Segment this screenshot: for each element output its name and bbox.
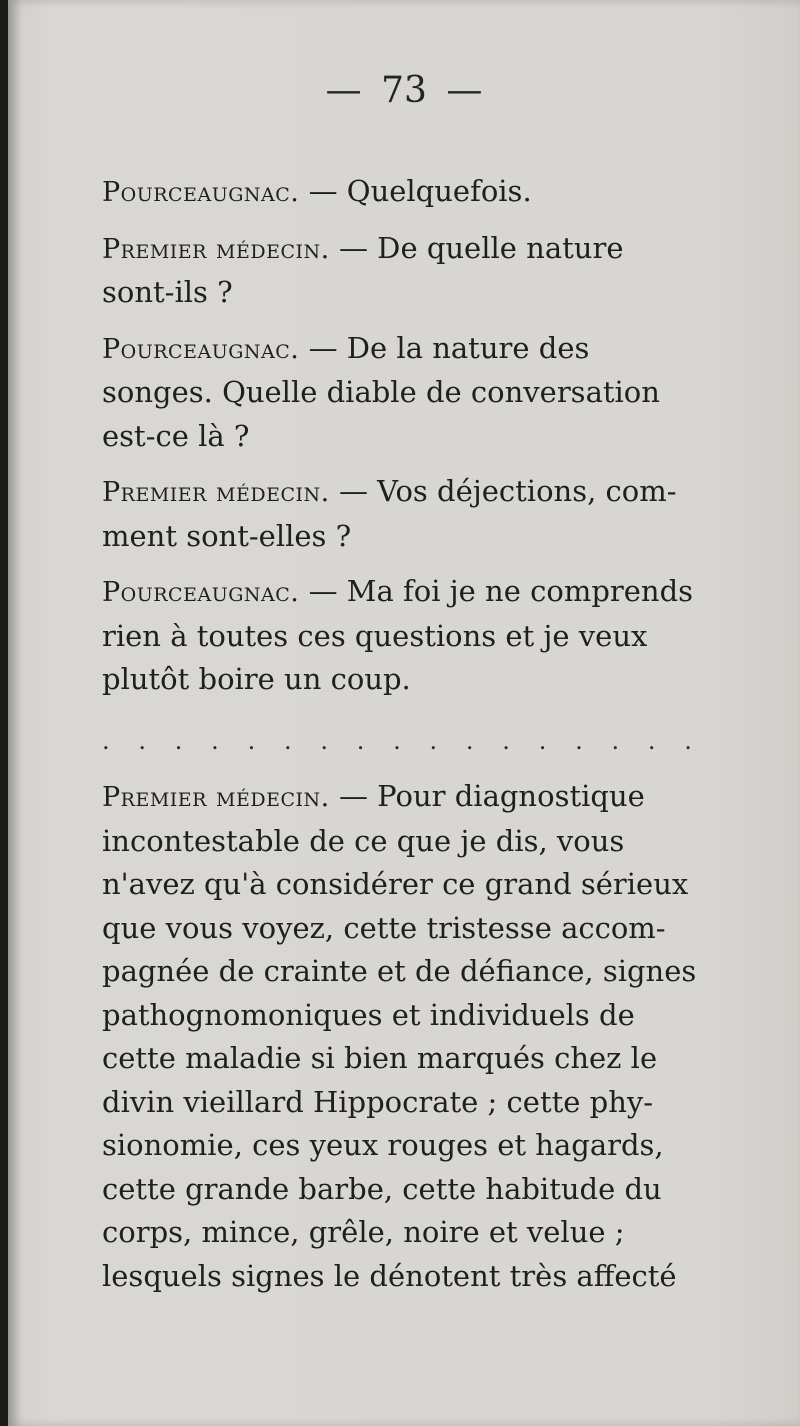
- speech-text: pathognomoniques et individuels de: [102, 997, 635, 1032]
- ellipsis-dot: .: [502, 726, 510, 755]
- speech-text: divin vieillard Hippocrate ; cette phy-: [102, 1084, 654, 1119]
- ellipsis-row: [102, 720, 698, 764]
- speaker-name: Pourceaugnac.: [102, 177, 300, 208]
- speaker-name: Pourceaugnac.: [102, 333, 300, 365]
- ellipsis-dot: .: [247, 726, 256, 755]
- speech-text: incontestable de ce que je dis, vous: [102, 823, 625, 858]
- ellipsis-dot: .: [611, 726, 620, 755]
- ellipsis-dot: .: [393, 726, 401, 755]
- ellipsis-dot: .: [283, 726, 292, 755]
- page-number-dash-right: —: [446, 70, 483, 111]
- speech-text: — Vos déjections, com-: [338, 474, 677, 508]
- speech-2: [102, 227, 698, 315]
- ellipsis-dot: .: [102, 726, 110, 755]
- ellipsis-dot: .: [356, 726, 365, 755]
- speech-text: — De quelle nature: [338, 230, 624, 265]
- speech-text: — Quelquefois.: [308, 174, 532, 208]
- speech-text: ment sont-elles ?: [102, 518, 352, 553]
- ellipsis-dot: .: [174, 726, 183, 755]
- ellipsis-dot: .: [465, 726, 474, 755]
- speech-text: cette grande barbe, cette habitude du: [102, 1171, 662, 1206]
- ellipsis-dot: .: [211, 726, 219, 755]
- page-number-value: 73: [381, 70, 427, 111]
- ellipsis-dot: .: [429, 726, 438, 755]
- ellipsis-dot: .: [320, 726, 328, 755]
- page-number-dash-left: —: [325, 70, 362, 111]
- speech-text: est-ce là ?: [102, 418, 250, 453]
- speech-text: rien à toutes ces questions et je veux: [102, 618, 648, 653]
- dialogue-text: [102, 170, 698, 1310]
- speech-4: [102, 470, 698, 558]
- ellipsis-dot: .: [138, 726, 147, 755]
- ellipsis-dot: .: [538, 726, 547, 755]
- speech-5: [102, 570, 698, 702]
- speech-text: sont-ils ?: [102, 275, 233, 309]
- speech-text: — Pour diagnostique: [338, 779, 645, 813]
- speech-text: corps, mince, grêle, noire et velue ;: [102, 1215, 625, 1249]
- speech-text: songes. Quelle diable de conversation: [102, 375, 660, 409]
- ellipsis-dot: .: [684, 726, 692, 755]
- speech-text: — Ma foi je ne comprends: [308, 574, 694, 608]
- speech-text: n'avez qu'à considérer ce grand sérieux: [102, 867, 689, 901]
- speech-text: plutôt boire un coup.: [102, 662, 411, 696]
- ellipsis-dot: .: [575, 726, 583, 755]
- speech-6: [102, 775, 698, 1298]
- speech-text: — De la nature des: [308, 330, 590, 365]
- speech-text: lesquels signes le dénotent très affecté: [102, 1258, 677, 1293]
- speech-text: sionomie, ces yeux rouges et hagards,: [102, 1128, 664, 1162]
- speech-text: pagnée de crainte et de défiance, signes: [102, 954, 697, 988]
- book-page: [8, 0, 800, 1426]
- speech-3: [102, 327, 698, 459]
- speech-text: cette maladie si bien marqués chez le: [102, 1041, 658, 1075]
- ellipsis-dot: .: [647, 726, 656, 755]
- speech-1: [102, 170, 698, 215]
- speaker-name: Premier médecin.: [102, 782, 330, 813]
- speech-text: que vous voyez, cette tristesse accom-: [102, 910, 666, 945]
- speaker-name: Premier médecin.: [102, 477, 330, 508]
- speaker-name: Pourceaugnac.: [102, 577, 300, 608]
- page-number: [8, 70, 800, 111]
- speaker-name: Premier médecin.: [102, 233, 330, 265]
